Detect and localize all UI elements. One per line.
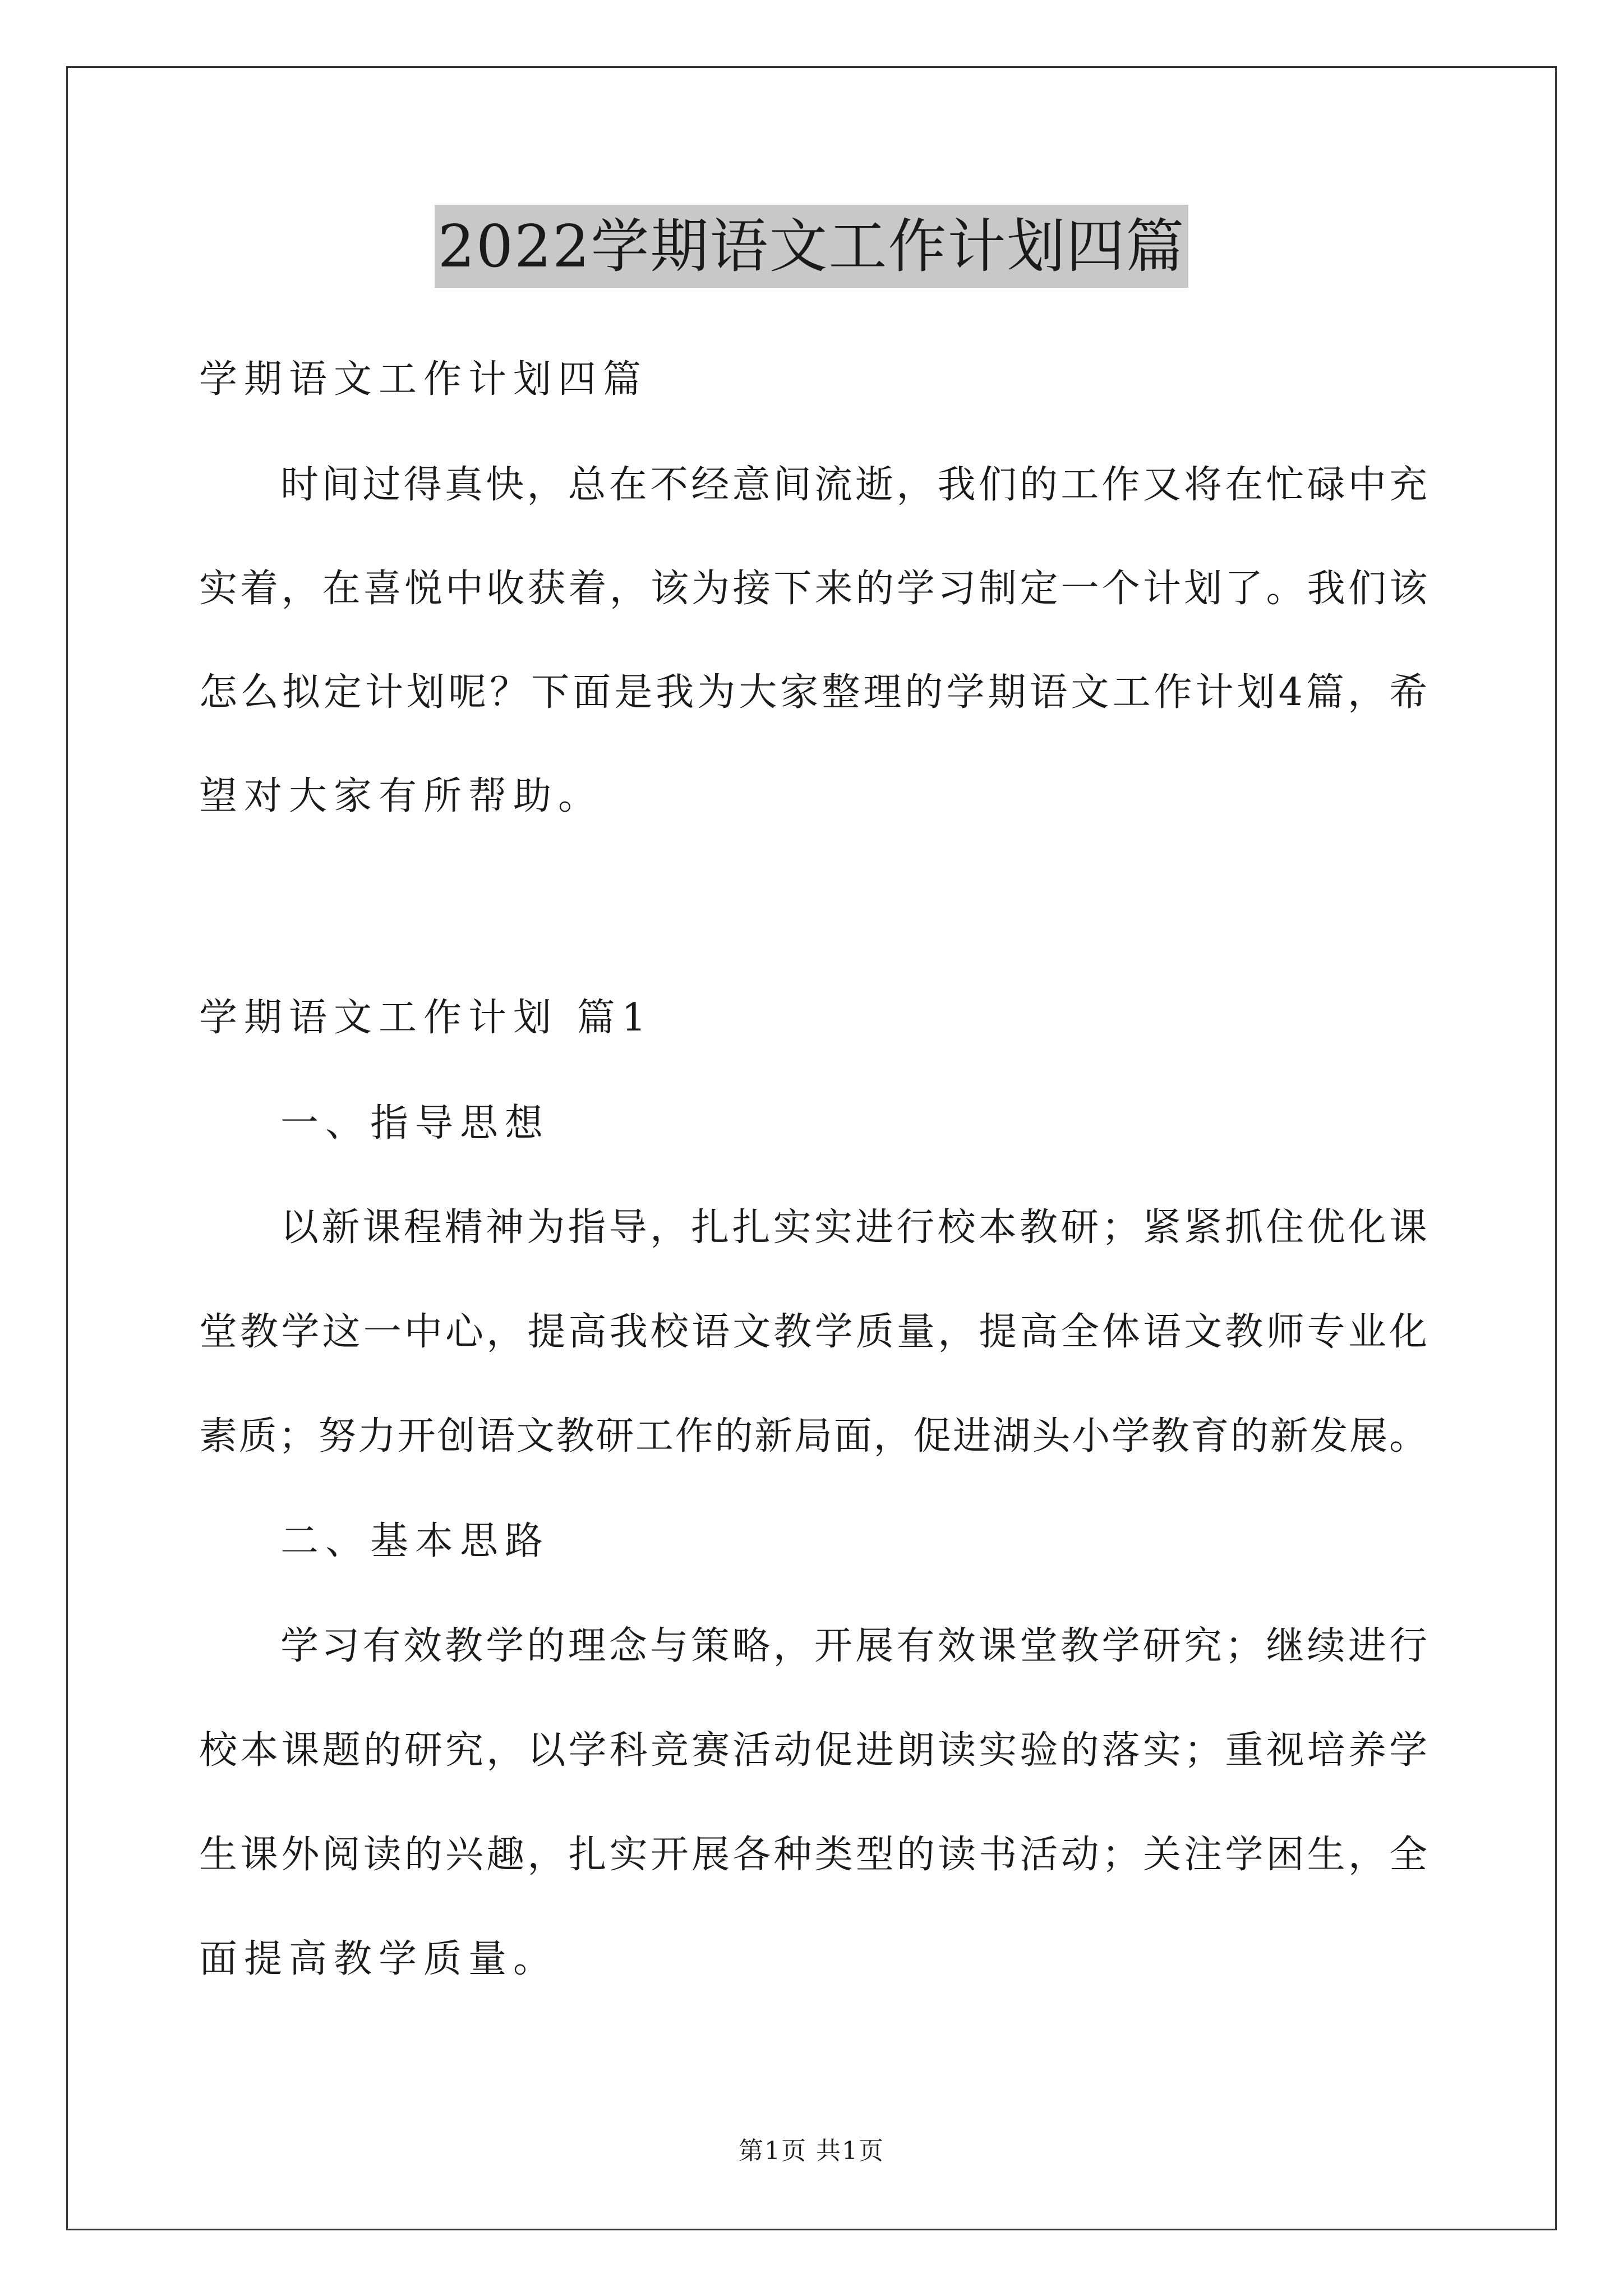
part2-line-2: 校本课题的研究，以学科竞赛活动促进朗读实验的落实；重视培养学	[199, 1728, 1427, 1773]
title-container	[0, 205, 1623, 288]
part1-line-2: 堂教学这一中心，提高我校语文教学质量，提高全体语文教师专业化	[199, 1310, 1427, 1354]
part2-line-4: 面提高教学质量。	[199, 1937, 559, 1981]
section-heading: 学期语文工作计划 篇1	[199, 996, 653, 1040]
part2-line-3: 生课外阅读的兴趣，扎实开展各种类型的读书活动；关注学困生，全	[199, 1833, 1427, 1877]
intro-line-4: 望对大家有所帮助。	[199, 774, 603, 818]
part2-heading: 二、基本思路	[280, 1519, 550, 1563]
part1-line-3: 素质；努力开创语文教研工作的新局面，促进湖头小学教育的新发展。	[199, 1414, 1427, 1458]
intro-line-2: 实着，在喜悦中收获着，该为接下来的学习制定一个计划了。我们该	[199, 567, 1427, 611]
page-number-footer: 第1页 共1页	[739, 2137, 884, 2165]
intro-line-1: 时间过得真快，总在不经意间流逝，我们的工作又将在忙碌中充	[280, 463, 1427, 507]
document-subtitle: 学期语文工作计划四篇	[199, 357, 648, 402]
part1-line-1: 以新课程精神为指导，扎扎实实进行校本教研；紧紧抓住优化课	[280, 1205, 1427, 1250]
intro-line-3: 怎么拟定计划呢？下面是我为大家整理的学期语文工作计划4篇，希	[199, 670, 1427, 715]
part2-line-1: 学习有效教学的理念与策略，开展有效课堂教学研究；继续进行	[280, 1624, 1427, 1668]
document-title: 2022学期语文工作计划四篇	[435, 205, 1189, 288]
part1-heading: 一、指导思想	[280, 1101, 550, 1145]
